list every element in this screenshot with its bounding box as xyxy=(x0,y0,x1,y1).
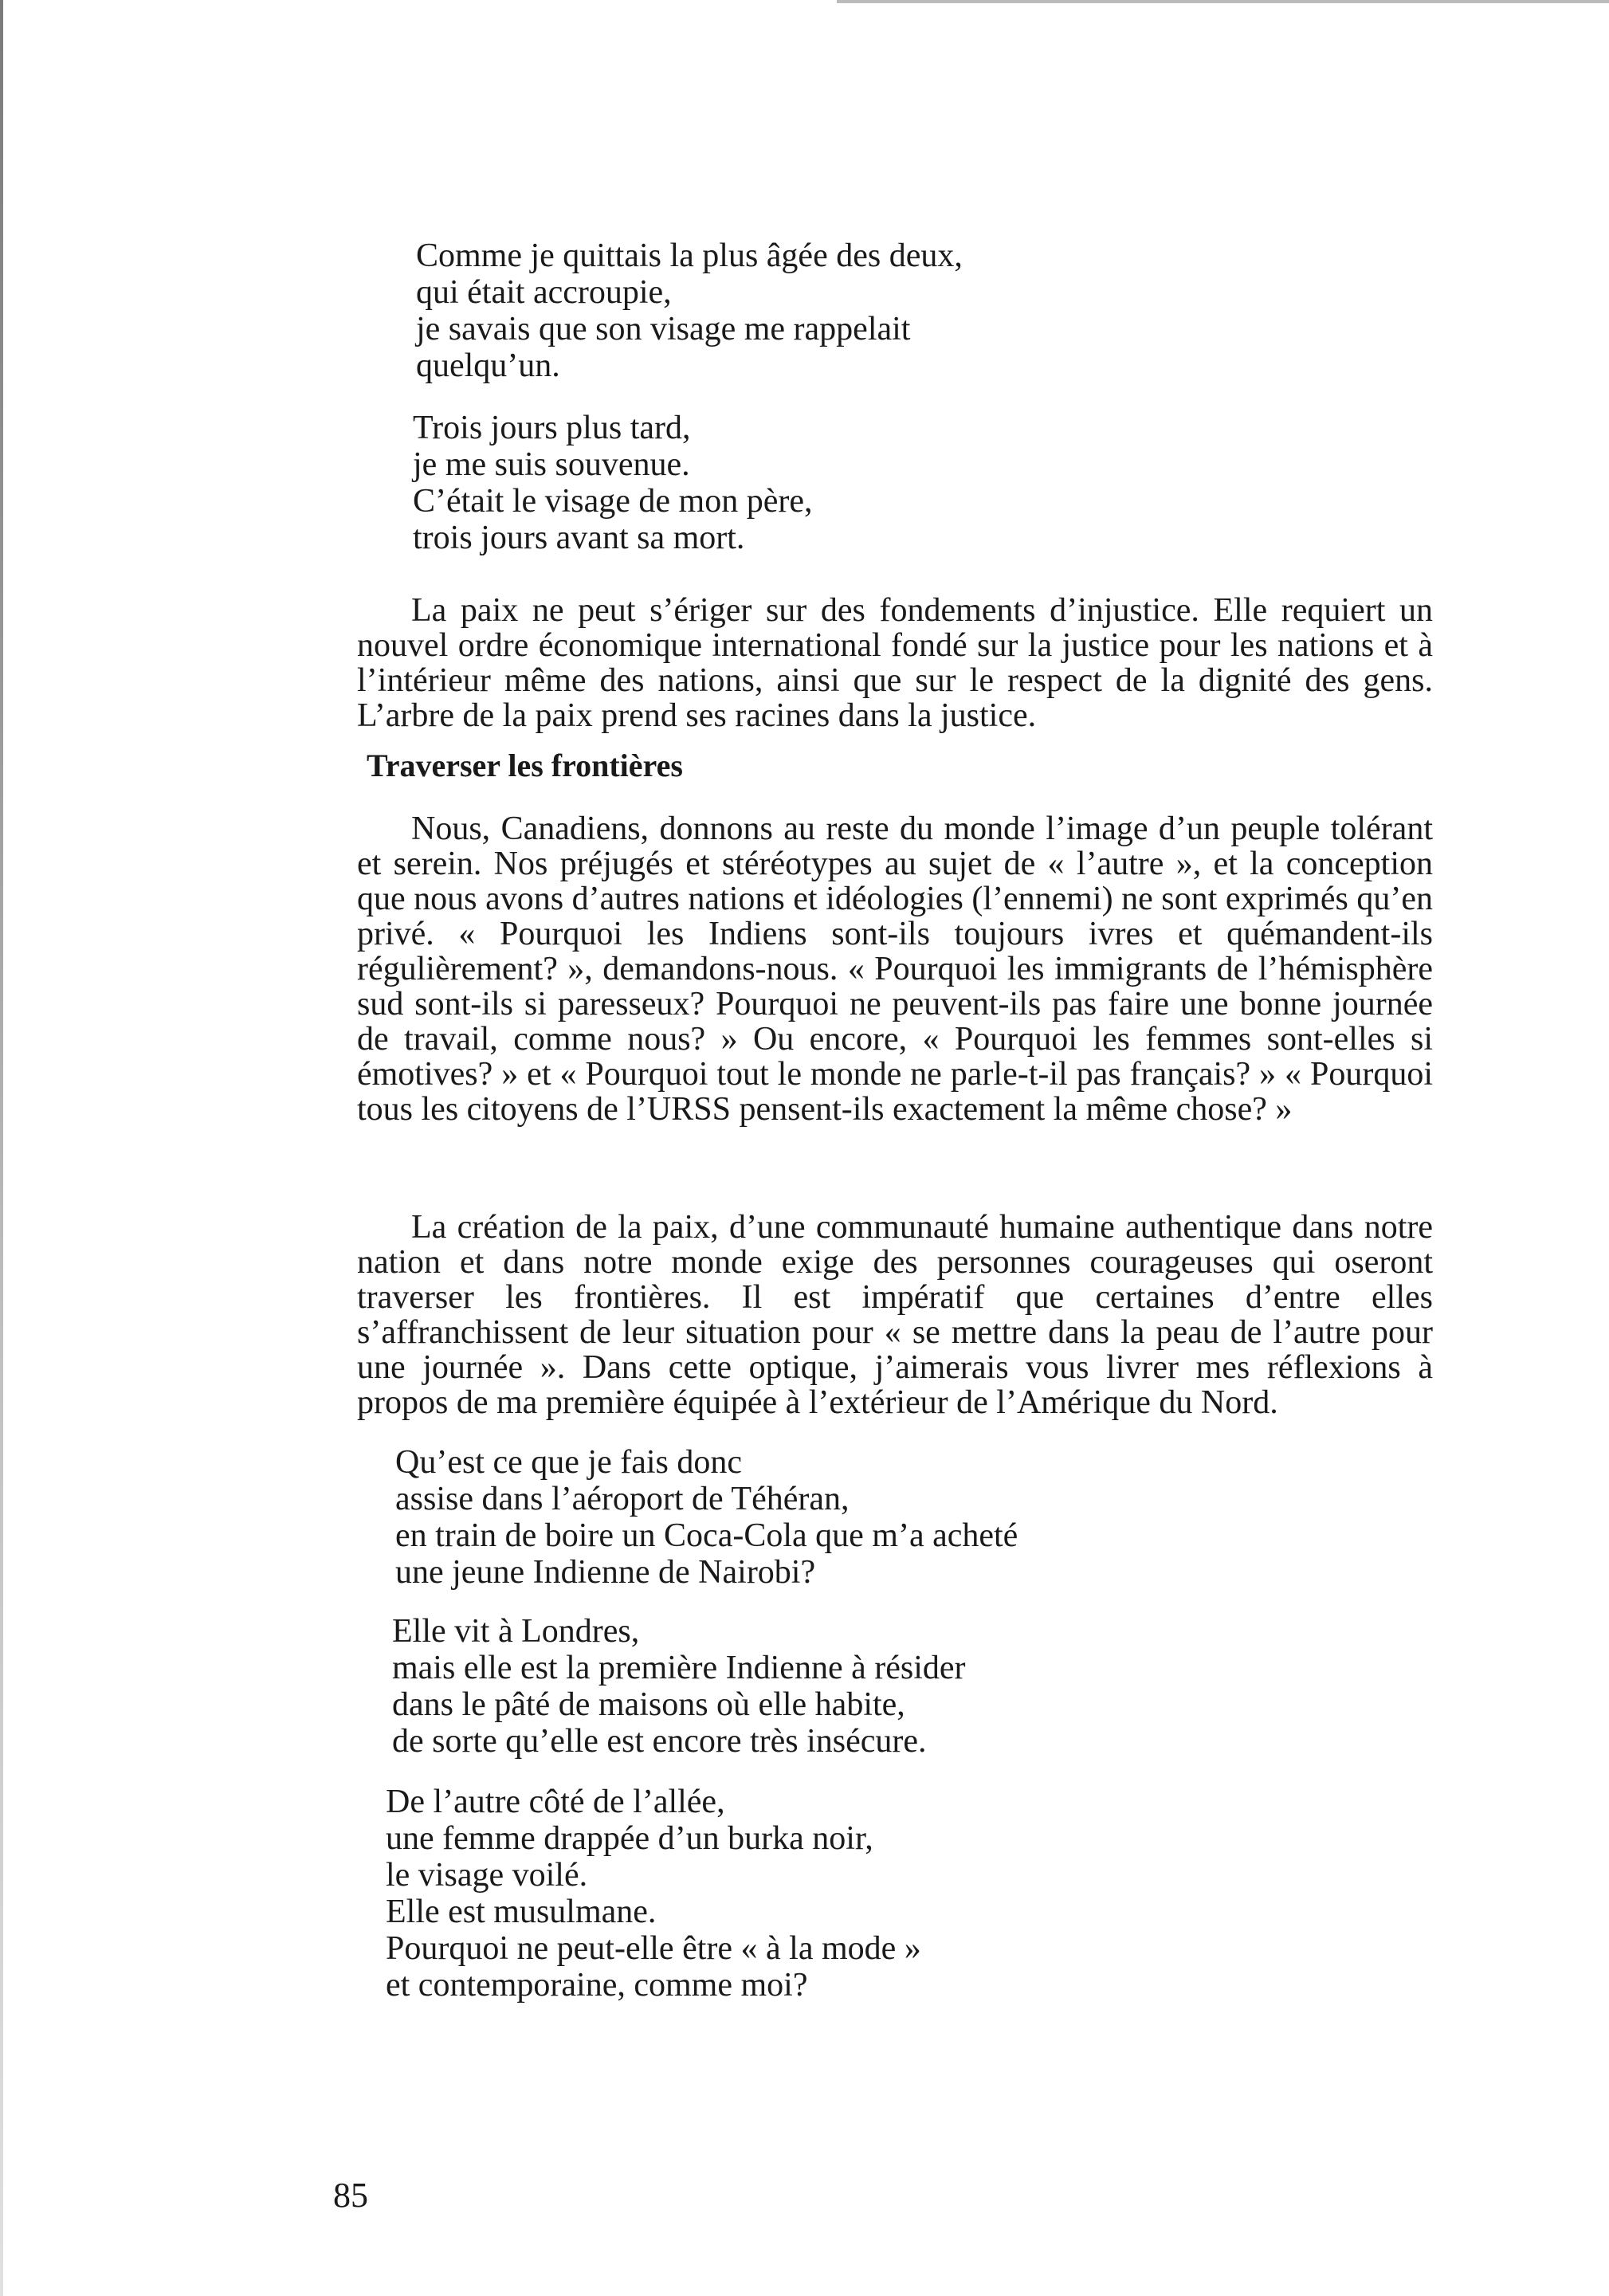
verse-line: mais elle est la première Indienne à résider xyxy=(392,1650,966,1686)
poem-2-stanza-1 xyxy=(395,1444,1018,1591)
verse-line: Elle est musulmane. xyxy=(386,1894,657,1930)
verse-line: De l’autre côté de l’allée, xyxy=(386,1784,725,1820)
poem-1-stanza-1 xyxy=(416,237,963,384)
verse-line: Trois jours plus tard, xyxy=(413,410,691,446)
verse-line: je me suis souvenue. xyxy=(413,446,690,483)
verse-line: quelqu’un. xyxy=(416,347,560,384)
poem-2-stanza-2 xyxy=(392,1613,966,1760)
scan-edge-top xyxy=(837,0,1609,3)
verse-line: je savais que son visage me rappelait xyxy=(416,311,911,347)
paragraph-stereotypes xyxy=(357,811,1433,1127)
verse-line: C’était le visage de mon père, xyxy=(413,483,813,520)
verse-line: une jeune Indienne de Nairobi? xyxy=(395,1554,816,1591)
verse-line: trois jours avant sa mort. xyxy=(413,520,745,556)
paragraph-text: La création de la paix, d’une communauté humaine authentique dans notre nation et dans notre monde exige des personnes courageuses qui oseront traverser les frontières. Il est impératif que certaines d’entre elles s’affranchissent de leur situation pour « se mettre dans la peau de l’autre pour une journée ». Dans cette optique, j’aimerais vous livrer mes réflexions à propos de ma première équipée à l’extérieur de l’Amérique du Nord. xyxy=(357,1209,1433,1421)
scan-edge-left xyxy=(0,0,3,2296)
paragraph-justice xyxy=(357,593,1433,733)
page-number: 85 xyxy=(333,2176,368,2215)
poem-2-stanza-3 xyxy=(386,1784,921,2004)
verse-line: de sorte qu’elle est encore très insécure. xyxy=(392,1723,927,1760)
paragraph-text: Nous, Canadiens, donnons au reste du monde l’image d’un peuple tolérant et serein. Nos préjugés et stéréotypes au sujet de « l’autre », et la conception que nous avons d’autres nations et idéologies (l’ennemi) ne sont exprimés qu’en privé. « Pourquoi les Indiens sont-ils toujours ivres et quémandent-ils régulièrement? », demandons-nous. « Pourquoi les immigrants de l’hémisphère sud sont-ils si paresseux? Pourquoi ne peuvent-ils pas faire une bonne journée de travail, comme nous? » Ou encore, « Pourquoi les femmes sont-elles si émotives? » et « Pourquoi tout le monde ne parle-t-il pas français? » « Pourquoi tous les citoyens de l’URSS pensent-ils exactement la même chose? » xyxy=(357,810,1433,1128)
verse-line: qui était accroupie, xyxy=(416,274,672,311)
paragraph-crossing-borders xyxy=(357,1210,1433,1420)
verse-line: une femme drappée d’un burka noir, xyxy=(386,1820,873,1857)
paragraph-text: La paix ne peut s’ériger sur des fondements d’injustice. Elle requiert un nouvel ordre économique international fondé sur la justice pour les nations et à l’intérieur même des nations, ainsi que sur le respect de la dignité des gens. L’arbre de la paix prend ses racines dans la justice. xyxy=(357,592,1433,734)
verse-line: et contemporaine, comme moi? xyxy=(386,1967,808,2004)
section-heading: Traverser les frontières xyxy=(367,748,683,783)
verse-line: dans le pâté de maisons où elle habite, xyxy=(392,1686,905,1723)
verse-line: assise dans l’aéroport de Téhéran, xyxy=(395,1481,850,1517)
verse-line: Pourquoi ne peut-elle être « à la mode » xyxy=(386,1930,921,1967)
verse-line: Qu’est ce que je fais donc xyxy=(395,1444,742,1481)
verse-line: Comme je quittais la plus âgée des deux, xyxy=(416,237,963,274)
poem-1-stanza-2 xyxy=(413,410,812,556)
verse-line: en train de boire un Coca-Cola que m’a acheté xyxy=(395,1517,1018,1554)
verse-line: le visage voilé. xyxy=(386,1857,588,1894)
verse-line: Elle vit à Londres, xyxy=(392,1613,640,1650)
